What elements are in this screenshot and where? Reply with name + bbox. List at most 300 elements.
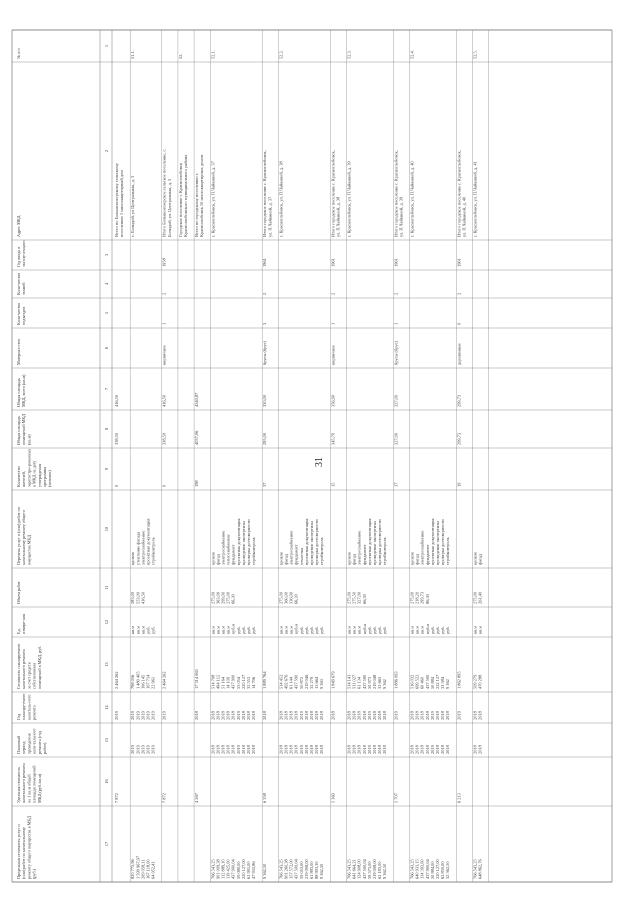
work-period: 2018 (477, 745, 483, 754)
work-cost: 61 134 (356, 676, 362, 689)
address-text: г. Красноглебовск, ул. П.Чайкиной, д. 37 (210, 161, 216, 237)
column-number: 15 (104, 737, 109, 743)
row-number: 52.5. (472, 50, 478, 59)
work-cost: 32 553 (246, 676, 251, 689)
work-year: 2019 (130, 711, 136, 720)
column-header-15: проведения (26, 733, 32, 754)
work-period: 2018 (230, 745, 236, 754)
work-year: 2018 (351, 711, 357, 720)
work-unit: кв.м (414, 625, 420, 634)
work-volume: 275,50 (351, 591, 357, 604)
work-period: 2018 (303, 745, 309, 754)
work-limit: 114 393,00 (419, 859, 425, 879)
work-year: 2018 (477, 711, 483, 720)
column-header-8: помещений МКД (21, 414, 27, 445)
work-volume: 299,73 (419, 591, 425, 604)
residents: 0 (161, 484, 167, 487)
column-header-10: капитальному ремонту общего (21, 510, 27, 565)
work-volume: 86,30 (424, 594, 430, 604)
work-cost: 437 590 (361, 674, 367, 689)
address-text: Итого городское поселение г. Красноглебовск, (330, 150, 336, 237)
work-limit: 766 543,25 (346, 859, 352, 879)
work-year: 2018 (445, 711, 451, 720)
work-year: 2018 (288, 711, 294, 720)
work-period: 2019 (140, 745, 146, 754)
work-volume: 275,00 (472, 591, 478, 604)
wall-material: кирпичное (330, 344, 336, 365)
work-cost: 222 127 (435, 674, 440, 689)
address-text: Красноглебовск 10 многоквартирных домов (199, 154, 205, 237)
column-header-13: капитального ремонта (21, 649, 27, 689)
work-cost: 32 663 (377, 676, 383, 689)
work-item: фундамент (424, 544, 430, 565)
page-number: 31 (314, 457, 325, 467)
work-year: 2018 (246, 711, 251, 720)
work-year: 2019 (235, 711, 241, 720)
address-text: Городское поселение г. Красноглебовск (177, 163, 183, 237)
work-volume: 218,20 (414, 591, 420, 604)
column-header-17: (руб.) (31, 868, 37, 879)
work-volume: 363,00 (215, 591, 221, 604)
work-cost: 53 054 (235, 676, 241, 689)
work-year: 2018 (309, 711, 314, 720)
work-unit: руб. (303, 626, 309, 634)
work-unit: кв.м (220, 625, 226, 634)
floors: 2 (456, 292, 462, 295)
work-limit: 32 362,50 (445, 861, 451, 879)
address-text: г. Красноглебовск, ул. П.Чайкиной, д. 38 (278, 161, 284, 237)
work-cost: 437 500 (424, 674, 430, 689)
work-period: 2018 (288, 745, 294, 754)
work-unit: куб.м (293, 623, 299, 634)
work-period: 2018 (372, 745, 377, 754)
work-year: 2018 (278, 711, 284, 720)
work-limit: 50 884,00 (429, 861, 435, 879)
work-year: 2018 (283, 711, 289, 720)
work-limit: 9 362,50 (382, 863, 388, 879)
capital-repair-table (12, 30, 612, 882)
work-cost: 50 872 (298, 676, 304, 689)
work-period: 2018 (414, 745, 420, 754)
work-limit: 61 991,00 (246, 861, 251, 879)
work-item: электроснабжение (220, 530, 226, 565)
work-year: 2018 (372, 711, 377, 720)
work-item: электроснабжение (140, 530, 146, 565)
work-cost: 1 480 405 (135, 671, 141, 689)
work-item: проектная документация (366, 518, 372, 565)
work-period: 2019 (130, 745, 136, 754)
work-limit: 820 775,96 (130, 859, 136, 879)
work-limit: 766 543,25 (278, 859, 284, 879)
work-year: 2018 (424, 711, 430, 720)
total-area: 299,73 (456, 394, 462, 407)
work-limit: 640 933,15 (414, 859, 420, 879)
work-year: 2018 (361, 711, 367, 720)
work-period: 2018 (472, 745, 478, 754)
work-unit: кв.м (135, 625, 141, 634)
column-number: 14 (104, 705, 109, 710)
work-period: 2019 (150, 745, 156, 754)
address-text: с. Болыдой, ул Центральная, д. 3 (130, 175, 136, 237)
work-limit: 64 952,41 (150, 861, 156, 879)
column-header-6: Материал стен (16, 338, 21, 365)
work-volume: 66,30 (361, 594, 367, 604)
cost-total: 17 314 063 (194, 669, 200, 689)
work-cost: 50 884 (429, 676, 435, 689)
work-unit: руб. (145, 626, 151, 634)
column-header-3: Год ввода в (16, 246, 21, 267)
work-cost: 32 584 (440, 676, 446, 689)
work-cost: 22 961 (150, 676, 156, 689)
work-unit: руб. (435, 626, 440, 634)
column-header-14: Год (16, 713, 21, 720)
work-year: 2018 (230, 711, 236, 720)
column-header-11: Объем работ (16, 581, 21, 604)
work-period: 2018 (419, 745, 425, 754)
work-year: 2018 (377, 711, 383, 720)
column-header-2: Адрес МКД (16, 215, 21, 237)
column-header-14: капиталь-ного (26, 694, 32, 720)
work-limit: 47 932,86 (251, 861, 257, 879)
work-volume: 553,00 (135, 591, 141, 604)
work-limit: 219 008,00 (372, 859, 377, 879)
column-number: 16 (104, 779, 109, 784)
work-item: кровля (409, 552, 415, 565)
premises-area: 4037,06 (194, 430, 200, 445)
work-unit: кв.м (419, 625, 425, 634)
work-item: электроснабжение (419, 530, 425, 565)
work-year: 2018 (240, 711, 246, 720)
work-year: 2018 (319, 711, 325, 720)
work-item: кровля (472, 552, 478, 565)
total-area: 327,00 (393, 394, 399, 407)
unit-cost: 7 872 (161, 793, 167, 803)
work-unit: руб. (298, 626, 304, 634)
work-item: проведение экспертизы (435, 521, 440, 565)
work-volume: 275,00 (278, 591, 284, 604)
column-header-13: за счет средств (26, 662, 32, 689)
work-limit: 88 993,30 (314, 861, 320, 879)
repair-year: 2018 (194, 711, 200, 720)
work-limit: 1 599 967,97 (135, 855, 141, 879)
work-cost: 220 127 (240, 674, 246, 689)
column-number: 17 (104, 841, 109, 847)
address-text: г. Красноглебовск, ул. П.Чайкиной, д. 39 (346, 161, 352, 237)
work-period: 2018 (346, 745, 352, 754)
work-year: 2018 (225, 711, 231, 720)
work-limit: 766 543,25 (210, 859, 216, 879)
cost-total: 2 464 262 (114, 671, 119, 689)
work-unit: кв.м (351, 625, 357, 634)
work-item: фасад (477, 554, 483, 565)
work-item: проверка достоверности (377, 519, 383, 565)
work-volume: 275,00 (210, 591, 216, 604)
cost-total: 1 862 895 (456, 671, 462, 689)
work-cost: 219 046 (303, 674, 309, 689)
column-number: 11 (104, 585, 109, 590)
work-cost: 470 288 (477, 674, 483, 689)
column-header-8: (кв.м) (26, 434, 32, 445)
wall-material: деревянные (456, 343, 462, 365)
address-text: Всего по городскому поселению г. (194, 172, 200, 237)
column-header-7: МКД, всего (кв.м) (21, 374, 27, 407)
work-unit: руб. (309, 626, 314, 634)
work-limit: 220 127,00 (240, 859, 246, 879)
address-text: Итого Большемохерское сельское поселение, с. (161, 148, 167, 237)
work-unit: куб.м (230, 623, 236, 634)
work-year: 2018 (346, 711, 352, 720)
work-period: 2018 (351, 745, 357, 754)
work-limit: 119 425,00 (225, 859, 231, 879)
work-year: 2019 (429, 711, 435, 720)
work-limit: 437 900,04 (424, 859, 430, 879)
work-period: 2019 (145, 745, 151, 754)
work-item: проведение экспертизы (309, 521, 314, 565)
column-header-16: площади помещений (31, 765, 37, 803)
address-text: Итого городское поселение г. Красноглебовск, (456, 150, 462, 237)
work-unit: кв.м (278, 625, 284, 634)
unit-cost: 5 360 (330, 793, 336, 803)
work-volume: 283,00 (130, 591, 136, 604)
address-text: Итого городское поселение г. Красноглебовск, (393, 150, 399, 237)
address-text: ул. П.Чайкиной, д. 37 (267, 196, 273, 237)
work-period: 2019 (235, 745, 241, 754)
floors: 2 (161, 292, 167, 295)
address-text: г. Красноглебовск, ул. П.Чайкиной, д. 41 (472, 161, 478, 237)
column-header-3: эксплу-атацию (21, 240, 27, 267)
work-item: фундамент (361, 544, 367, 565)
column-number: 2 (104, 149, 109, 153)
work-year: 2019 (140, 711, 146, 720)
work-volume: 66,30 (293, 594, 299, 604)
work-unit: кв.м (288, 625, 294, 634)
work-volume: 275,00 (346, 591, 352, 604)
work-volume: 66,30 (230, 594, 236, 604)
work-period: 2018 (445, 745, 451, 754)
work-cost: 9 362 (445, 679, 451, 689)
residents: 0 (114, 484, 119, 487)
work-year: 2018 (215, 711, 221, 720)
work-limit: 437 900,04 (230, 859, 236, 879)
work-period: 2018 (314, 745, 320, 754)
work-period: 2018 (424, 745, 430, 754)
work-cost: 9 362 (382, 679, 388, 689)
work-year: 2018 (409, 711, 415, 720)
work-year: 2018 (435, 711, 440, 720)
work-unit: кв.м (356, 625, 362, 634)
work-cost: 60 460 (419, 676, 425, 689)
work-item: фасад (215, 554, 221, 565)
work-period: 2019 (135, 745, 141, 754)
wall-material: брусы (брус) (393, 340, 399, 365)
column-header-15: работ) (42, 742, 47, 754)
column-header-10: имущества МКД (26, 534, 32, 565)
work-cost: 437 900 (230, 674, 236, 689)
cost-total: 1 889 764 (262, 671, 268, 689)
work-year: 2019 (135, 711, 141, 720)
work-period: 2018 (440, 745, 446, 754)
work-unit: кв.м (346, 625, 352, 634)
work-item: электроснабжение (288, 530, 294, 565)
work-unit: кв.м (130, 625, 136, 634)
work-cost: 511 027 (351, 674, 357, 689)
work-limit: 648 862,76 (477, 859, 483, 879)
repair-year: 2019 (456, 711, 462, 720)
work-item: проектная документация (429, 518, 435, 565)
work-period: 2018 (220, 745, 226, 754)
work-volume: 261,40 (477, 591, 483, 604)
column-header-9: зарегистри-рованных (26, 448, 32, 487)
work-volume: 275,00 (409, 591, 415, 604)
work-cost: 514 141 (346, 674, 352, 689)
entrances: 1 (161, 322, 167, 325)
column-header-15: Плановый (16, 735, 21, 754)
limit-cost: 9 362,50 (262, 863, 268, 879)
work-unit: кв.м (477, 625, 483, 634)
work-year: 2018 (356, 711, 362, 720)
floors: 2 (393, 292, 399, 295)
work-limit: 112 889,10 (220, 859, 226, 879)
work-unit: руб. (429, 626, 435, 634)
work-volume: 299,00 (220, 591, 226, 604)
work-cost: 509 279 (472, 674, 478, 689)
work-unit: руб. (440, 626, 446, 634)
column-header-5: Коли-чество (16, 302, 21, 325)
column-number: 1 (104, 44, 109, 48)
work-period: 2018 (278, 745, 284, 754)
work-unit: руб. (366, 626, 372, 634)
column-number: 4 (104, 282, 109, 286)
floors: 2 (330, 292, 336, 295)
work-period: 2018 (409, 745, 415, 754)
work-cost: 9 363 (319, 679, 325, 689)
work-year: 2018 (220, 711, 226, 720)
work-cost: 514 708 (210, 674, 216, 689)
column-header-9: в МКД на дату (31, 460, 37, 487)
column-header-9: программы (42, 466, 47, 487)
total-area: 4340,87 (194, 392, 200, 407)
column-header-15: период (21, 741, 27, 754)
work-volume: 275,00 (225, 591, 231, 604)
work-limit: 59 080,00 (235, 861, 241, 879)
work-period: 2018 (377, 745, 383, 754)
work-year: 2018 (210, 711, 216, 720)
work-year: 2019 (366, 711, 372, 720)
column-number: 12 (104, 619, 109, 625)
work-unit: руб. (382, 626, 388, 634)
cost-total: 1 886 093 (393, 671, 399, 689)
column-header-13: собственников (31, 662, 37, 689)
work-year: 2018 (303, 711, 309, 720)
premises-area: 338,50 (114, 432, 119, 445)
work-limit: 62 183,00 (377, 861, 383, 879)
work-volume: 360,00 (283, 591, 289, 604)
work-year: 2018 (419, 711, 425, 720)
work-item: фасад (351, 554, 357, 565)
work-year: 2018 (414, 711, 420, 720)
work-period: 2019 (298, 745, 304, 754)
work-item: стройконтроль (251, 537, 257, 565)
column-header-5: подъездов (21, 306, 27, 325)
residents: 19 (456, 482, 462, 487)
work-item: фундамент (230, 544, 236, 565)
column-number: 5 (104, 311, 109, 315)
total-area: 330,00 (262, 394, 268, 407)
work-period: 2018 (251, 745, 257, 754)
work-year: 2018 (251, 711, 257, 720)
work-item: отмостка (298, 547, 304, 565)
work-item: проверка достоверности (314, 519, 320, 565)
work-cost: 51 164 (220, 676, 226, 689)
work-period: 2018 (382, 745, 388, 754)
column-header-8: Общая площадь (16, 416, 21, 445)
repair-year: 2019 (114, 711, 119, 720)
work-item: проверка достоверности (440, 519, 446, 565)
work-year: 2018 (293, 711, 299, 720)
wall-material: брусы (брус) (262, 340, 268, 365)
work-limit: 766 543,25 (409, 859, 415, 879)
work-volume: 336,00 (288, 591, 294, 604)
work-unit: кв.м (210, 625, 216, 634)
work-cost: 32 279 (309, 676, 314, 689)
residents: 17 (393, 482, 399, 487)
work-item: электроснабжение (356, 530, 362, 565)
row-number: 52.3. (346, 50, 352, 59)
work-cost: 514 452 (278, 674, 284, 689)
work-item: теплоснабжение (225, 534, 231, 565)
column-header-12: измере-ния (21, 613, 27, 634)
column-number: 8 (104, 427, 109, 431)
work-item: утепление фасада (135, 531, 141, 565)
work-year: 2019 (150, 711, 156, 720)
address-text: ул. П.Чайкиной, д. 39 (398, 196, 404, 237)
work-year: 2018 (382, 711, 388, 720)
year-built: 1961 (456, 258, 462, 267)
work-item: проверка достоверности (246, 519, 251, 565)
column-header-4: этажей (21, 282, 27, 295)
column-header-9: утверждения (36, 463, 42, 487)
unit-cost: 6 213 (456, 793, 462, 803)
work-volume: 416,50 (140, 591, 146, 604)
work-limit: 9 362,50 (319, 863, 325, 879)
work-cost: 492 676 (283, 674, 289, 689)
work-period: 2018 (283, 745, 289, 754)
column-header-17: Предельная стоимость услуг и (16, 824, 21, 879)
column-number: 9 (104, 467, 109, 471)
total-area: 416,50 (114, 394, 119, 407)
column-header-9: жителей, (21, 470, 27, 487)
column-header-14: ремонта (31, 705, 37, 720)
work-limit: 157 572,00 (288, 859, 294, 879)
work-cost: 13 664 (314, 676, 320, 689)
year-built: 1961 (393, 258, 399, 267)
work-period: 2018 (309, 745, 314, 754)
total-area: 356,90 (330, 394, 336, 407)
work-item: стройконтроль (150, 537, 156, 565)
work-period: 2019 (429, 745, 435, 754)
column-number: 3 (104, 253, 109, 257)
work-item: фундамент (293, 544, 299, 565)
work-limit: 641 664,21 (351, 859, 357, 879)
column-header-15: капи-тального (31, 728, 37, 754)
work-item: проектная документация (303, 518, 309, 565)
total-area: 416,50 (161, 394, 167, 407)
row-number: 52.4. (409, 50, 415, 59)
work-unit: руб. (246, 626, 251, 634)
premises-area: 327,00 (393, 432, 399, 445)
work-unit: руб. (235, 626, 241, 634)
work-item: проведение экспертизы (372, 521, 377, 565)
